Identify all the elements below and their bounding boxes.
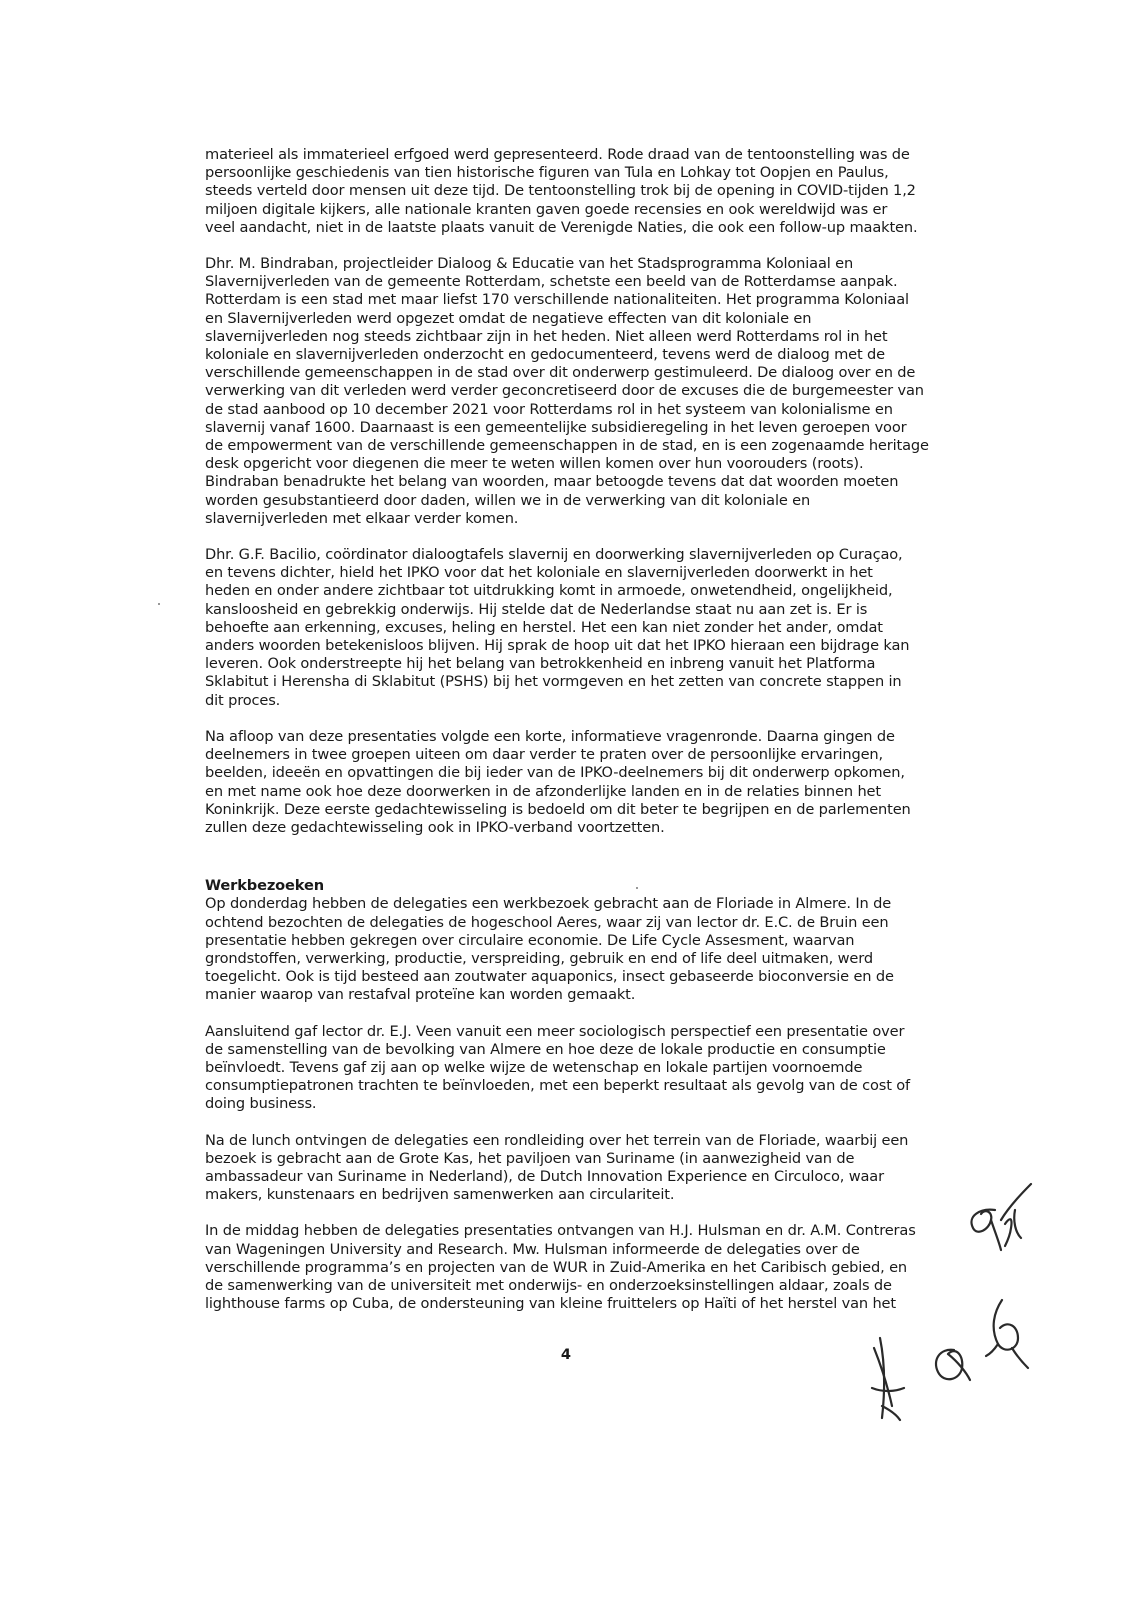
scan-speck xyxy=(158,603,160,605)
text-line: toegelicht. Ook is tijd besteed aan zoutwater aquaponics, insect gebaseerde bioconversie en de xyxy=(205,968,894,986)
paragraph-veen xyxy=(205,1023,973,1114)
text-line: Dhr. M. Bindraban, projectleider Dialoog & Educatie van het Stadsprogramma Koloniaal en xyxy=(205,255,854,273)
text-line: Koninkrijk. Deze eerste gedachtewisseling is bedoeld om dit beter te begrijpen en de parlementen xyxy=(205,800,911,818)
text-line: Na de lunch ontvingen de delegaties een rondleiding over het terrein van de Floriade, waarbij een xyxy=(205,1131,909,1149)
text-line: anders woorden betekenisloos blijven. Hij sprak de hoop uit dat het IPKO hieraan een bijdrage kan xyxy=(205,637,910,655)
paragraph-werkbezoek-floriade xyxy=(205,877,973,1004)
text-line: persoonlijke geschiedenis van tien historische figuren van Tula en Lohkay tot Oopjen en Paulus, xyxy=(205,164,889,182)
section-heading: Werkbezoeken xyxy=(205,877,324,895)
text-line: veel aandacht, niet in de laatste plaats vanuit de Verenigde Naties, die ook een follow-up maakten. xyxy=(205,218,918,236)
text-line: desk opgericht voor diegenen die meer te weten willen komen over hun voorouders (roots). xyxy=(205,455,864,473)
text-line: bezoek is gebracht aan de Grote Kas, het paviljoen van Suriname (in aanwezigheid van de xyxy=(205,1149,855,1167)
text-line: consumptiepatronen trachten te beïnvloeden, met een beperkt resultaat als gevolg van de cost of xyxy=(205,1077,911,1095)
text-line: Na afloop van deze presentaties volgde een korte, informatieve vragenronde. Daarna gingen de xyxy=(205,727,895,745)
text-line: doing business. xyxy=(205,1095,317,1113)
text-line: presentatie hebben gekregen over circulaire economie. De Life Cycle Assesment, waarvan xyxy=(205,931,855,949)
section-spacer xyxy=(205,855,973,861)
paragraph-wageningen xyxy=(205,1222,973,1313)
text-line: de samenwerking van de universiteit met onderwijs- en onderzoeksinstellingen aldaar, zoals de xyxy=(205,1276,892,1294)
paragraph-rondleiding xyxy=(205,1132,973,1205)
text-line: zullen deze gedachtewisseling ook in IPKO-verband voortzetten. xyxy=(205,818,665,836)
paragraph-bindraban xyxy=(205,255,973,528)
text-line: koloniale en slavernijverleden onderzocht en gedocumenteerd, tevens werd de dialoog met de xyxy=(205,346,885,364)
text-line: de empowerment van de verschillende gemeenschappen in de stad, en is een zogenaamde heritage xyxy=(205,437,929,455)
text-line: grondstoffen, verwerking, productie, verspreiding, gebruik en end of life deel uitmaken, werd xyxy=(205,949,873,967)
text-line: Op donderdag hebben de delegaties een werkbezoek gebracht aan de Floriade in Almere. In de xyxy=(205,895,892,913)
text-line: In de middag hebben de delegaties presentaties ontvangen van H.J. Hulsman en dr. A.M. Contreras xyxy=(205,1222,916,1240)
text-line: ambassadeur van Suriname in Nederland), de Dutch Innovation Experience en Circuloco, waar xyxy=(205,1167,884,1185)
text-line: slavernijverleden met elkaar verder komen. xyxy=(205,509,519,527)
text-line: Slavernijverleden van de gemeente Rotterdam, schetste een beeld van de Rotterdamse aanpak. xyxy=(205,273,898,291)
text-line: beïnvloedt. Tevens gaf zij aan op welke wijze de wetenschap en lokale partijen voornoemde xyxy=(205,1058,863,1076)
signature-initials-1 xyxy=(955,1180,1035,1260)
text-line: beelden, ideeën en opvattingen die bij ieder van de IPKO-deelnemers bij dit onderwerp opkomen, xyxy=(205,764,905,782)
text-line: makers, kunstenaars en bedrijven samenwerken aan circulariteit. xyxy=(205,1186,675,1204)
text-line: miljoen digitale kijkers, alle nationale kranten gaven goede recensies en ook wereldwijd was er xyxy=(205,200,888,218)
text-line: verwerking van dit verleden werd verder geconcretiseerd door de excuses die de burgemeester van xyxy=(205,382,924,400)
text-line: ochtend bezochten de delegaties de hogeschool Aeres, waar zij van lector dr. E.C. de Bruin een xyxy=(205,913,889,931)
paragraph-bacilio xyxy=(205,546,973,710)
text-line: deelnemers in twee groepen uiteen om daar verder te praten over de persoonlijke ervaringen, xyxy=(205,746,884,764)
text-line: materieel als immaterieel erfgoed werd gepresenteerd. Rode draad van de tentoonstelling was de xyxy=(205,146,910,163)
text-line: Dhr. G.F. Bacilio, coördinator dialoogtafels slavernij en doorwerking slavernijverleden op Curaçao, xyxy=(205,546,903,564)
signature-initials-2 xyxy=(862,1288,1032,1428)
text-line: steeds verteld door mensen uit deze tijd. De tentoonstelling trok bij de opening in COVID-tijden 1,2 xyxy=(205,182,916,200)
scan-speck xyxy=(636,887,638,889)
text-line: Aansluitend gaf lector dr. E.J. Veen vanuit een meer sociologisch perspectief een presentatie over xyxy=(205,1022,905,1040)
text-line: slavernijverleden nog steeds zichtbaar zijn in het heden. Niet alleen werd Rotterdams rol in het xyxy=(205,327,888,345)
text-line: en met name ook hoe deze doorwerken in de afzonderlijke landen en in de relaties binnen het xyxy=(205,782,881,800)
paragraph-vragenronde xyxy=(205,728,973,837)
text-line: de samenstelling van de bevolking van Almere en hoe deze de lokale productie en consumptie xyxy=(205,1040,886,1058)
text-line: kansloosheid en gebrekkig onderwijs. Hij stelde dat de Nederlandse staat nu aan zet is. Er is xyxy=(205,600,868,618)
text-line: dit proces. xyxy=(205,691,281,709)
text-line: leveren. Ook onderstreepte hij het belang van betrokkenheid en inbreng vanuit het Platforma xyxy=(205,655,876,673)
text-line: van Wageningen University and Research. Mw. Hulsman informeerde de delegaties over de xyxy=(205,1240,860,1258)
text-line: lighthouse farms op Cuba, de ondersteuning van kleine fruittelers op Haïti of het herstel van het xyxy=(205,1295,896,1313)
text-line: en Slavernijverleden werd opgezet omdat de negatieve effecten van dit koloniale en xyxy=(205,309,812,327)
text-line: verschillende gemeenschappen in de stad over dit onderwerp gestimuleerd. De dialoog over en de xyxy=(205,364,916,382)
text-line: en tevens dichter, hield het IPKO voor dat het koloniale en slavernijverleden doorwerkt in het xyxy=(205,564,873,582)
text-line: worden gesubstantieerd door daden, willen we in de verwerking van dit koloniale en xyxy=(205,491,811,509)
page-number: 4 xyxy=(560,1346,572,1363)
text-line: Bindraban benadrukte het belang van woorden, maar betoogde tevens dat dat woorden moeten xyxy=(205,473,899,491)
text-line: Rotterdam is een stad met maar liefst 170 verschillende nationaliteiten. Het programma Koloniaal xyxy=(205,291,909,309)
paragraph-tentoonstelling xyxy=(205,146,973,237)
document-body xyxy=(205,146,973,1331)
text-line: manier waarop van restafval proteïne kan worden gemaakt. xyxy=(205,986,636,1004)
text-line: heden en onder andere zichtbaar tot uitdrukking komt in armoede, onwetendheid, ongelijkheid, xyxy=(205,582,893,600)
text-line: de stad aanbood op 10 december 2021 voor Rotterdams rol in het systeem van kolonialisme en xyxy=(205,400,893,418)
text-line: behoefte aan erkenning, excuses, heling en herstel. Het een kan niet zonder het ander, omdat xyxy=(205,618,883,636)
text-line: verschillende programma’s en projecten van de WUR in Zuid-Amerika en het Caribisch gebied, en xyxy=(205,1258,908,1276)
text-line: slavernij vanaf 1600. Daarnaast is een gemeentelijke subsidieregeling in het leven geroepen voor xyxy=(205,418,907,436)
text-line: Sklabitut i Herensha di Sklabitut (PSHS) bij het vormgeven en het zetten van concrete stappen in xyxy=(205,673,902,691)
